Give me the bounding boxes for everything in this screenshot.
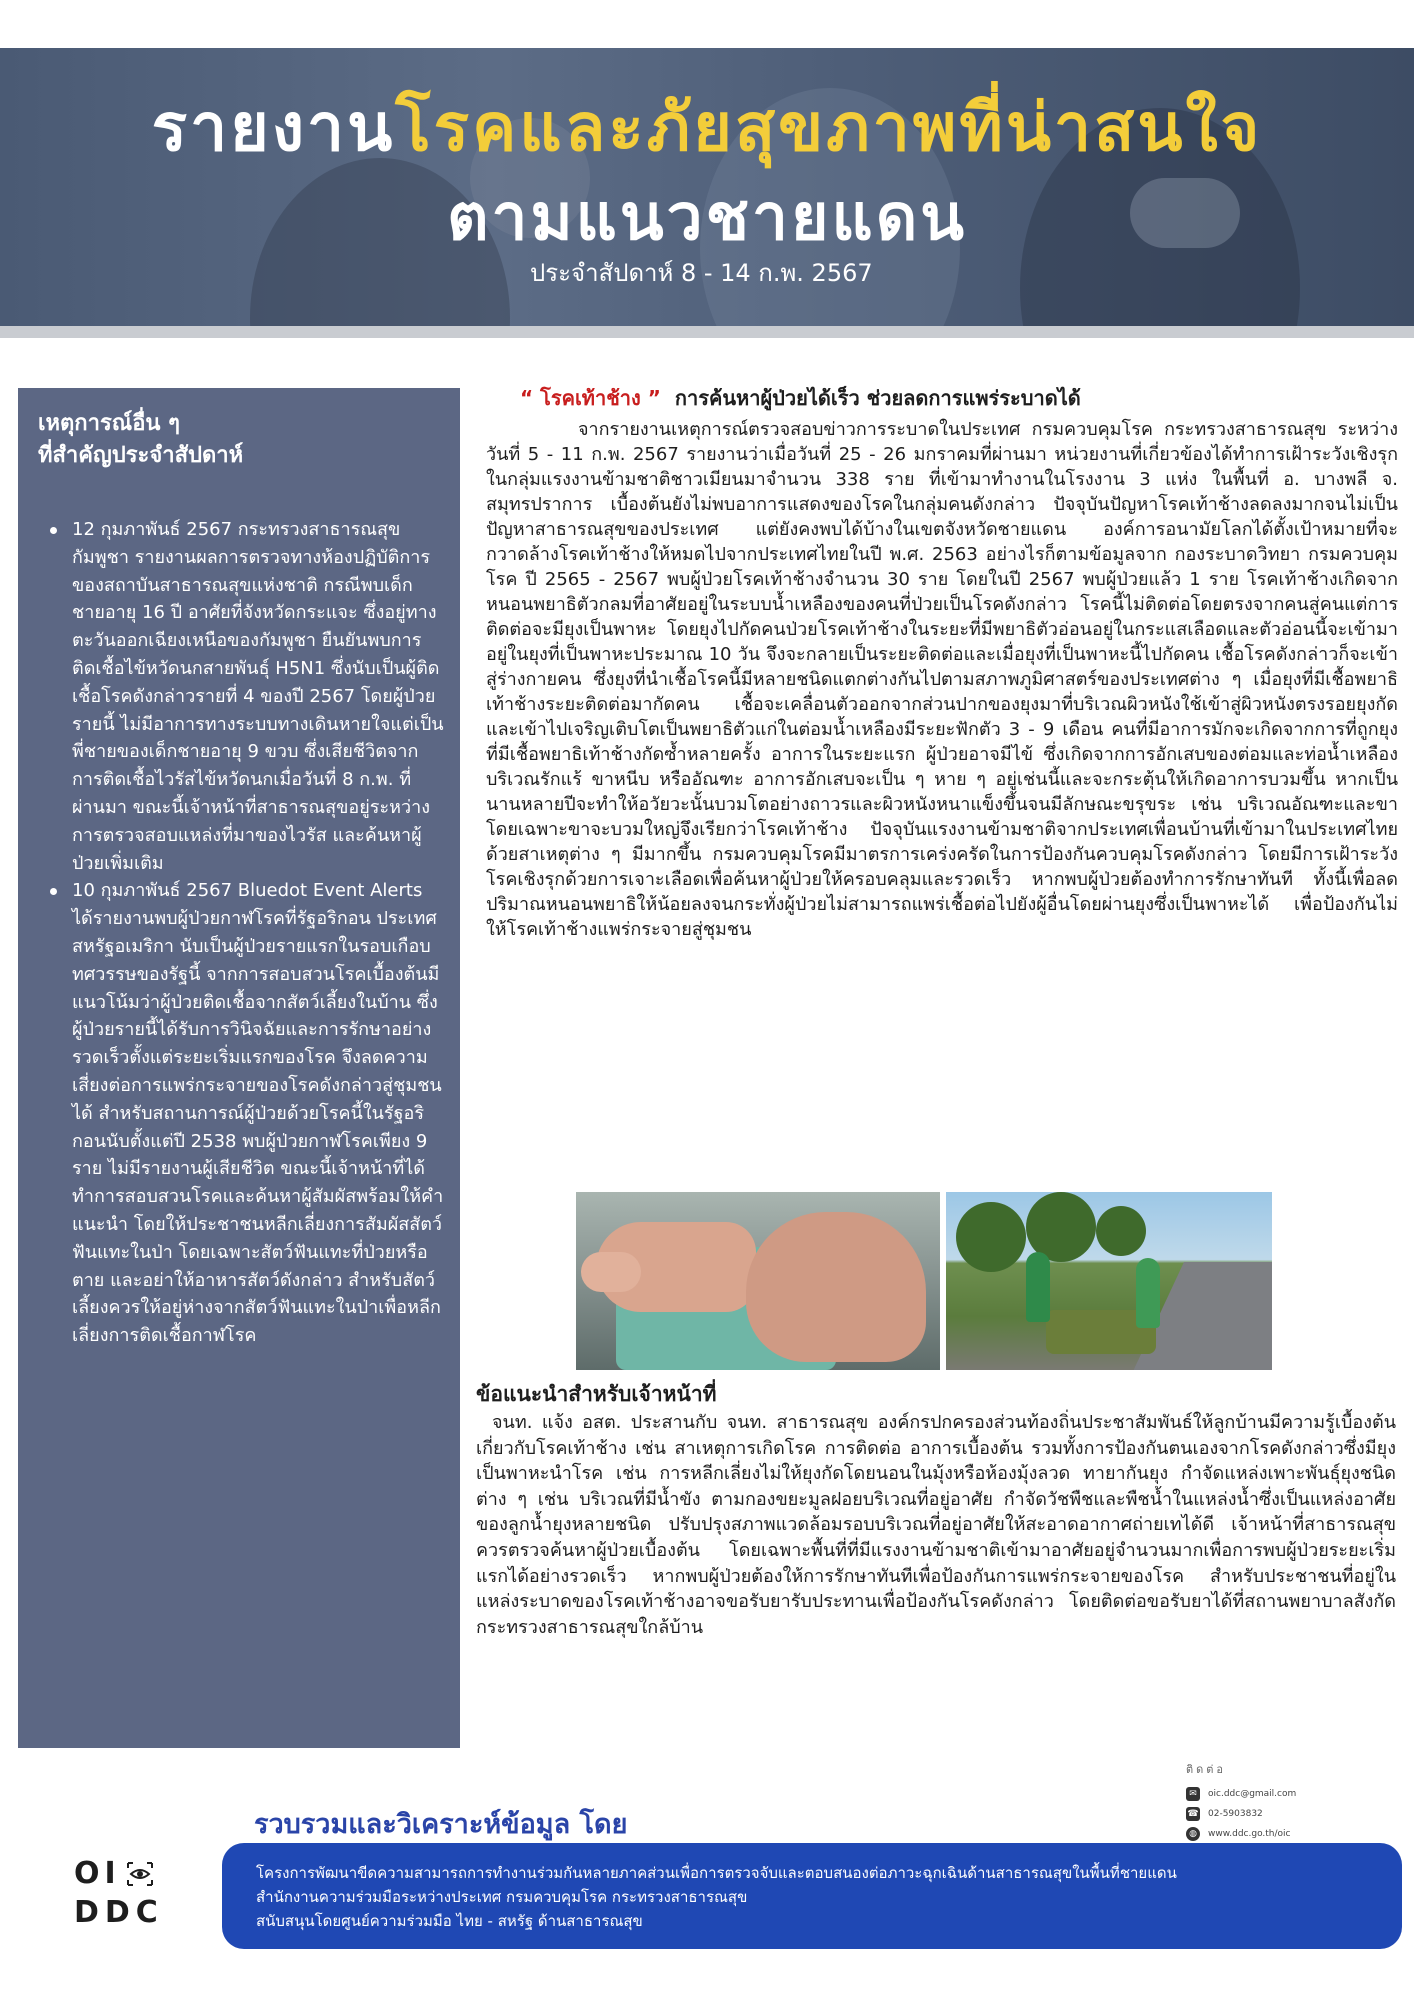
logo-line1 bbox=[74, 1856, 164, 1891]
sidebar-event-item: 10 กุมภาพันธ์ 2567 Bluedot Event Alerts ได้รายงานพบผู้ป่วยกาฬโรคที่รัฐอริกอน ประเทศสหรัฐอเมริกา นับเป็นผู้ป่วยรายแรกในรอบเกือบทศวรรษของรัฐนี้ จากการสอบสวนโรคเบื้องต้นมีแนวโน้มว่าผู้ป่วยติดเชื้อจากสัตว์เลี้ยงในบ้าน ซึ่งผู้ป่วยรายนี้ได้รับการวินิจฉัยและการรักษาอย่างรวดเร็วตั้งแต่ระยะเริ่มแรกของโรค จึงลดความเสี่ยงต่อการแพร่กระจายของโรคดังกล่าวสู่ชุมชนได้ สำหรับสถานการณ์ผู้ป่วยด้วยโรคนี้ในรัฐอริกอนนับตั้งแต่ปี 2538 พบผู้ป่วยกาฬโรคเพียง 9 ราย ไม่มีรายงานผู้เสียชีวิต ขณะนี้เจ้าหน้าที่ได้ทำการสอบสวนโรคและค้นหาผู้สัมผัสพร้อมให้คำแนะนำ โดยให้ประชาชนหลีกเลี่ยงการสัมผัสสัตว์ฟันแทะในป่า โดยเฉพาะสัตว์ฟันแทะที่ป่วยหรือตาย และอย่าให้อาหารสัตว์ดังกล่าว สำหรับสัตว์เลี้ยงควรให้อยู่ห่างจากสัตว์ฟันแทะในป่าเพื่อหลีกเลี่ยงการติดเชื้อกาฬโรค bbox=[38, 877, 444, 1350]
contact-web-row bbox=[1186, 1824, 1386, 1844]
photo-tree bbox=[956, 1202, 1026, 1272]
logo-oi-text: OI bbox=[74, 1856, 121, 1891]
logo-ddc-text: DDC bbox=[74, 1895, 164, 1930]
photo-person bbox=[1026, 1252, 1050, 1322]
header-banner bbox=[0, 48, 1414, 326]
eye-icon bbox=[125, 1859, 155, 1889]
footer-project-line: โครงการพัฒนาขีดความสามารถการทำงานร่วมกันหลายภาคส่วนเพื่อการตรวจจับและตอบสนองต่อภาวะฉุกเฉินด้านสาธารณสุขในพื้นที่ชายแดน bbox=[256, 1864, 1177, 1882]
contact-email: oic.ddc@gmail.com bbox=[1208, 1789, 1297, 1799]
other-events-sidebar bbox=[18, 388, 460, 1748]
report-week: ประจำสัปดาห์ 8 - 14 ก.พ. 2567 bbox=[530, 259, 873, 287]
photo-foot bbox=[581, 1252, 641, 1292]
footer-support-line: สนับสนุนโดยศูนย์ความร่วมมือ ไทย - สหรัฐ ด้านสาธารณสุข bbox=[256, 1912, 643, 1930]
photo-person bbox=[1136, 1258, 1160, 1328]
sidebar-heading bbox=[38, 408, 444, 472]
report-title-yellow: โรคและภัยสุขภาพที่น่าสนใจ bbox=[395, 89, 1263, 166]
article-title-disease: “ โรคเท้าช้าง ” bbox=[520, 386, 661, 410]
contact-phone: 02-5903832 bbox=[1208, 1809, 1263, 1819]
photo-leg-swollen bbox=[746, 1212, 926, 1362]
footer-office-line: สำนักงานความร่วมมือระหว่างประเทศ กรมควบคุมโรค กระทรวงสาธารณสุข bbox=[256, 1888, 748, 1906]
report-title-white: รายงาน bbox=[151, 89, 396, 166]
report-title-line2: ตามแนวชายแดน bbox=[446, 181, 968, 255]
report-title bbox=[0, 86, 1414, 170]
contact-label: ติดต่อ bbox=[1186, 1763, 1227, 1776]
elephantiasis-legs-photo bbox=[576, 1192, 940, 1370]
globe-icon: ◍ bbox=[1186, 1827, 1200, 1841]
banner-divider bbox=[0, 326, 1414, 338]
compiled-by-label: รวบรวมและวิเคราะห์ข้อมูล โดย bbox=[254, 1809, 628, 1840]
community-cleanup-photo bbox=[946, 1192, 1272, 1370]
article-title bbox=[520, 382, 1400, 414]
phone-icon: ☎ bbox=[1187, 1809, 1199, 1819]
email-icon: ✉ bbox=[1186, 1787, 1200, 1801]
footer-project-box bbox=[222, 1843, 1402, 1949]
contact-block bbox=[1186, 1760, 1386, 1844]
sidebar-heading-line2: ที่สำคัญประจำสัปดาห์ bbox=[38, 443, 244, 468]
article-title-rest: การค้นหาผู้ป่วยได้เร็ว ช่วยลดการแพร่ระบาดได้ bbox=[674, 386, 1081, 410]
contact-email-row bbox=[1186, 1784, 1386, 1804]
advice-body: จนท. แจ้ง อสต. ประสานกับ จนท. สาธารณสุข องค์กรปกครองส่วนท้องถิ่นประชาสัมพันธ์ให้ลูกบ้านมีความรู้เบื้องต้นเกี่ยวกับโรคเท้าช้าง เช่น สาเหตุการเกิดโรค การติดต่อ อาการเบื้องต้น รวมทั้งการป้องกันตนเองจากโรคดังกล่าวซึ่งมียุงเป็นพาหะนำโรค เช่น การหลีกเลี่ยงไม่ให้ยุงกัดโดยนอนในมุ้งหรือห้องมุ้งลวด ทายากันยุง กำจัดแหล่งเพาะพันธุ์ยุงชนิดต่าง ๆ เช่น บริเวณที่มีน้ำขัง ตามกองขยะมูลฝอยบริเวณที่อยู่อาศัย กำจัดวัชพืชและพืชน้ำในแหล่งน้ำซึ่งเป็นแหล่งอาศัยของลูกน้ำยุงหลายชนิด ปรับปรุงสภาพแวดล้อมรอบบริเวณที่อยู่อาศัยให้สะอาดอากาศถ่ายเทได้ดี เจ้าหน้าที่สาธารณสุขควรตรวจค้นหาผู้ป่วยเบื้องต้น โดยเฉพาะพื้นที่ที่มีแรงงานข้ามชาติเข้ามาอาศัยอยู่จำนวนมากเพื่อการพบผู้ป่วยระยะเริ่มแรกได้อย่างรวดเร็ว หากพบผู้ป่วยต้องให้การรักษาทันทีเพื่อป้องกันการแพร่กระจายของโรค สำหรับประชาชนที่อยู่ในแหล่งระบาดของโรคเท้าช้างอาจขอรับยารับประทานเพื่อป้องกันโรคดังกล่าว โดยติดต่อขอรับยาได้ที่สถานพยาบาลสังกัดกระทรวงสาธารณสุขใกล้บ้าน bbox=[476, 1412, 1396, 1638]
sidebar-event-item: 12 กุมภาพันธ์ 2567 กระทรวงสาธารณสุขกัมพูชา รายงานผลการตรวจทางห้องปฏิบัติการของสถาบันสาธารณสุขแห่งชาติ กรณีพบเด็กชายอายุ 16 ปี อาศัยที่จังหวัดกระแจะ ซึ่งอยู่ทางตะวันออกเฉียงเหนือของกัมพูชา ยืนยันพบการติดเชื้อไข้หวัดนกสายพันธุ์ H5N1 ซึ่งนับเป็นผู้ติดเชื้อโรคดังกล่าวรายที่ 4 ของปี 2567 โดยผู้ป่วยรายนี้ ไม่มีอาการทางระบบทางเดินหายใจแต่เป็นพี่ชายของเด็กชายอายุ 9 ขวบ ซึ่งเสียชีวิตจากการติดเชื้อไวรัสไข้หวัดนกเมื่อวันที่ 8 ก.พ. ที่ผ่านมา ขณะนี้เจ้าหน้าที่สาธารณสุขอยู่ระหว่างการตรวจสอบแหล่งที่มาของไวรัส และค้นหาผู้ป่วยเพิ่มเติม bbox=[38, 516, 444, 877]
sidebar-heading-line1: เหตุการณ์อื่น ๆ bbox=[38, 411, 180, 436]
photo-tree bbox=[1096, 1206, 1146, 1256]
oic-ddc-logo bbox=[74, 1856, 164, 1930]
article-body: จากรายงานเหตุการณ์ตรวจสอบข่าวการระบาดในประเทศ กรมควบคุมโรค กระทรวงสาธารณสุข ระหว่างวันที่ 5 - 11 ก.พ. 2567 รายงานว่าเมื่อวันที่ 25 - 26 มกราคมที่ผ่านมา หน่วยงานที่เกี่ยวข้องได้ทำการเฝ้าระวังเชิงรุกในกลุ่มแรงงานข้ามชาติชาวเมียนมาจำนวน 338 ราย ที่เข้ามาทำงานในโรงงาน 3 แห่ง ในพื้นที่ อ. บางพลี จ. สมุทรปราการ เบื้องต้นยังไม่พบอาการแสดงของโรคในกลุ่มคนดังกล่าว ปัจจุบันปัญหาโรคเท้าช้างลดลงมากจนไม่เป็นปัญหาสาธารณสุขของประเทศ แต่ยังคงพบได้บ้างในเขตจังหวัดชายแดน องค์การอนามัยโลกได้ตั้งเป้าหมายที่จะกวาดล้างโรคเท้าช้างให้หมดไปจากประเทศไทยในปี พ.ศ. 2563 อย่างไรก็ตามข้อมูลจาก กองระบาดวิทยา กรมควบคุมโรค ปี 2565 - 2567 พบผู้ป่วยโรคเท้าช้างจำนวน 30 ราย โดยในปี 2567 พบผู้ป่วยแล้ว 1 ราย โรคเท้าช้างเกิดจากหนอนพยาธิตัวกลมที่อาศัยอยู่ในระบบน้ำเหลืองของคนที่ป่วยเป็นโรคดังกล่าว โรคนี้ไม่ติดต่อโดยตรงจากคนสู่คนแต่การติดต่อจะมียุงเป็นพาหะ โดยยุงไปกัดคนป่วยโรคเท้าช้างในระยะที่มีพยาธิตัวอ่อนอยู่ในกระแสเลือดและตัวอ่อนนี้จะเข้ามาอยู่ในยุงที่เป็นพาหะประมาณ 10 วัน จึงจะกลายเป็นระยะติดต่อและเมื่อยุงที่เป็นพาหะนี้ไปกัดคน เชื้อโรคดังกล่าวก็จะเข้าสู่ร่างกายคน ซึ่งยุงที่นำเชื้อโรคนี้มีหลายชนิดแตกต่างกันไปตามสภาพภูมิศาสตร์ของประเทศต่าง ๆ เมื่อยุงที่มีเชื้อพยาธิเท้าช้างระยะติดต่อมากัดคน เชื้อจะเคลื่อนตัวออกจากส่วนปากของยุงมาที่บริเวณผิวหนังใช้เข้าสู่ผิวหนังตรงรอยยุงกัด และเข้าไปเจริญเติบโตเป็นพยาธิตัวแก่ในต่อมน้ำเหลืองมีระยะฟักตัว 3 - 9 เดือน คนที่มีอาการมักจะเกิดจากการที่ถูกยุงที่มีเชื้อพยาธิเท้าช้างกัดซ้ำหลายครั้ง อาการในระยะแรก ผู้ป่วยอาจมีไข้ ซึ่งเกิดจากการอักเสบของต่อมและท่อน้ำเหลืองบริเวณรักแร้ ขาหนีบ หรืออัณฑะ อาการอักเสบจะเป็น ๆ หาย ๆ อยู่เช่นนี้และจะกระตุ้นให้เกิดอาการบวมขึ้น หากเป็นนานหลายปีจะทำให้อวัยวะนั้นบวมโตอย่างถาวรและผิวหนังหนาแข็งขึ้นจนมีลักษณะขรุขระ เช่น บริเวณอัณฑะและขาโดยเฉพาะขาจะบวมใหญ่จึงเรียกว่าโรคเท้าช้าง ปัจจุบันแรงงานข้ามชาติจากประเทศเพื่อนบ้านที่เข้ามาในประเทศไทยด้วยสาเหตุต่าง ๆ มีมากขึ้น กรมควบคุมโรคมีมาตรการเคร่งครัดในการป้องกันควบคุมโรคดังกล่าว โดยมีการเฝ้าระวังโรคเชิงรุกด้วยการเจาะเลือดเพื่อค้นหาผู้ป่วยให้ครอบคลุมและรวดเร็ว หากพบผู้ป่วยต้องทำการรักษาทันที ทั้งนี้เพื่อลดปริมาณหนอนพยาธิให้น้อยลงจนกระทั่งผู้ป่วยไม่สามารถแพร่เชื้อต่อไปยังผู้อื่นโดยผ่านยุงซึ่งเป็นพาหะได้ เพื่อป้องกันไม่ให้โรคเท้าช้างแพร่กระจายสู่ชุมชน bbox=[486, 419, 1398, 940]
sidebar-event-list bbox=[38, 516, 444, 1350]
contact-web: www.ddc.go.th/oic bbox=[1208, 1829, 1291, 1839]
contact-phone-row bbox=[1186, 1804, 1386, 1824]
advice-heading: ข้อแนะนำสำหรับเจ้าหน้าที่ bbox=[476, 1382, 717, 1406]
